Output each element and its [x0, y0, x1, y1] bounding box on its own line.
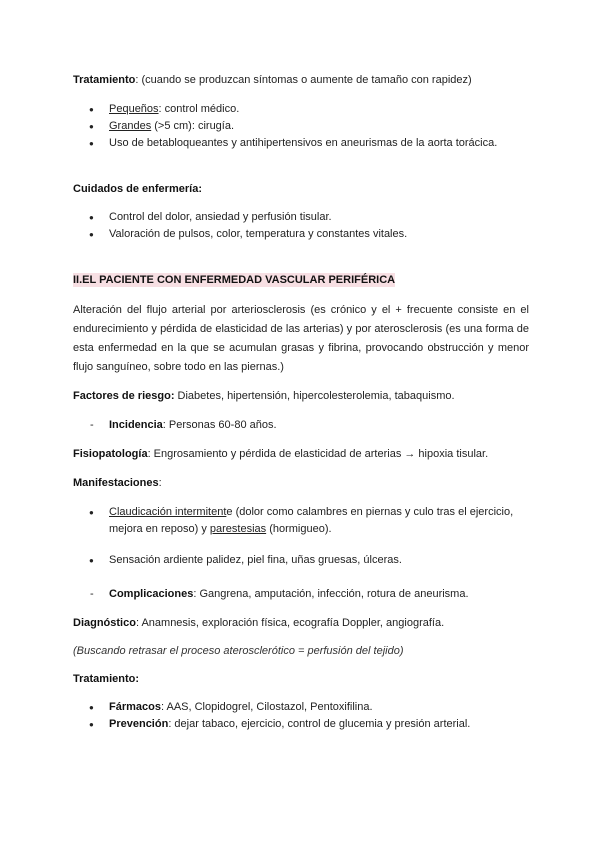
list-item: [73, 504, 529, 538]
diag-text: : Anamnesis, exploración física, ecografía Doppler, angiografía.: [135, 617, 445, 629]
underlined-term: Pequeños: [109, 103, 159, 115]
item-text: e (dolor como calambres en piernas y culo tras el ejercicio, mejora en reposo) y: [109, 506, 514, 535]
cuidados-heading: [73, 181, 529, 198]
manifestaciones-line: [73, 475, 529, 492]
diagnostico-line: [73, 615, 529, 632]
riesgo-label: Factores de riesgo:: [73, 390, 175, 402]
complicaciones-list: [73, 586, 529, 603]
item-text: (hormigueo).: [266, 523, 332, 535]
fisio-text: : Engrosamiento y pérdida de elasticidad de arterias → hipoxia tisular.: [147, 448, 489, 460]
fisio-label: Fisiopatología: [73, 448, 148, 460]
list-item: [73, 716, 529, 733]
document-page: [73, 72, 529, 733]
intro-paragraph: Alteración del flujo arterial por arteriosclerosis (es crónico y el + frecuente consiste en el endurecimiento y pérdida de elasticidad de las arterias) y por aterosclerosis (es una forma de esta enfermedad en la que se acumulan grasas y fibrina, provocando obstrucción y menor flujo sanguíneo, sobre todo en las piernas.): [73, 304, 529, 373]
section-heading: [73, 272, 529, 289]
tratamiento2-label: Tratamiento:: [73, 673, 140, 685]
compl-label: Complicaciones: [109, 588, 194, 600]
list-item: [73, 586, 529, 603]
tratamiento2-list: [73, 699, 529, 733]
tratamiento-list: [73, 101, 529, 152]
compl-text: : Gangrena, amputación, infección, rotura de aneurisma.: [193, 588, 469, 600]
manifestaciones-list: [73, 504, 529, 538]
manif-colon: :: [158, 477, 162, 489]
list-item: [73, 135, 529, 152]
riesgo-text: Diabetes, hipertensión, hipercolesterolemia, tabaquismo.: [174, 390, 455, 402]
list-item: ● Valoración de pulsos, color, temperatura y constantes vitales.: [73, 226, 529, 243]
note-line: (Buscando retrasar el proceso aterosclerótico = perfusión del tejido): [73, 645, 404, 657]
underlined-term: parestesias: [209, 523, 267, 535]
list-item: [73, 417, 529, 434]
diag-label: Diagnóstico: [73, 617, 136, 629]
underlined-term: Claudicación intermitent: [109, 506, 227, 518]
tratamiento-text: : (cuando se produzcan síntomas o aumente de tamaño con rapidez): [135, 74, 472, 86]
manif-label: Manifestaciones: [73, 477, 159, 489]
section-heading-text: II.EL PACIENTE CON ENFERMEDAD VASCULAR PERIFÉRICA: [73, 274, 396, 286]
cuidados-list: [73, 209, 529, 243]
farm-label: Fármacos: [109, 701, 161, 713]
item-text: : control médico.: [158, 103, 240, 115]
prev-text: : dejar tabaco, ejercicio, control de glucemia y presión arterial.: [168, 718, 471, 730]
tratamiento-label: Tratamiento: [73, 74, 136, 86]
farm-text: : AAS, Clopidogrel, Cilostazol, Pentoxifilina.: [160, 701, 373, 713]
list-item: [73, 699, 529, 716]
cuidados-label: Cuidados de enfermería:: [73, 183, 202, 195]
factores-riesgo-line: [73, 388, 529, 405]
list-item: ● Sensación ardiente palidez, piel fina, uñas gruesas, úlceras.: [73, 552, 529, 569]
list-item: [73, 118, 529, 135]
underlined-term: Grandes: [109, 120, 152, 132]
tratamiento-line: [73, 72, 529, 89]
incidencia-list: [73, 417, 529, 434]
incidencia-text: : Personas 60-80 años.: [162, 419, 277, 431]
sensacion-list: [73, 552, 529, 569]
tratamiento2-heading: [73, 671, 529, 688]
list-item: [73, 101, 529, 118]
incidencia-label: Incidencia: [109, 419, 163, 431]
list-item: ● Control del dolor, ansiedad y perfusión tisular.: [73, 209, 529, 226]
fisiopatologia-line: [73, 446, 529, 463]
item-text: (>5 cm): cirugía.: [151, 120, 235, 132]
item-text: Uso de betabloqueantes y antihipertensivos en aneurismas de la aorta torácica.: [109, 137, 498, 149]
prev-label: Prevención: [109, 718, 169, 730]
